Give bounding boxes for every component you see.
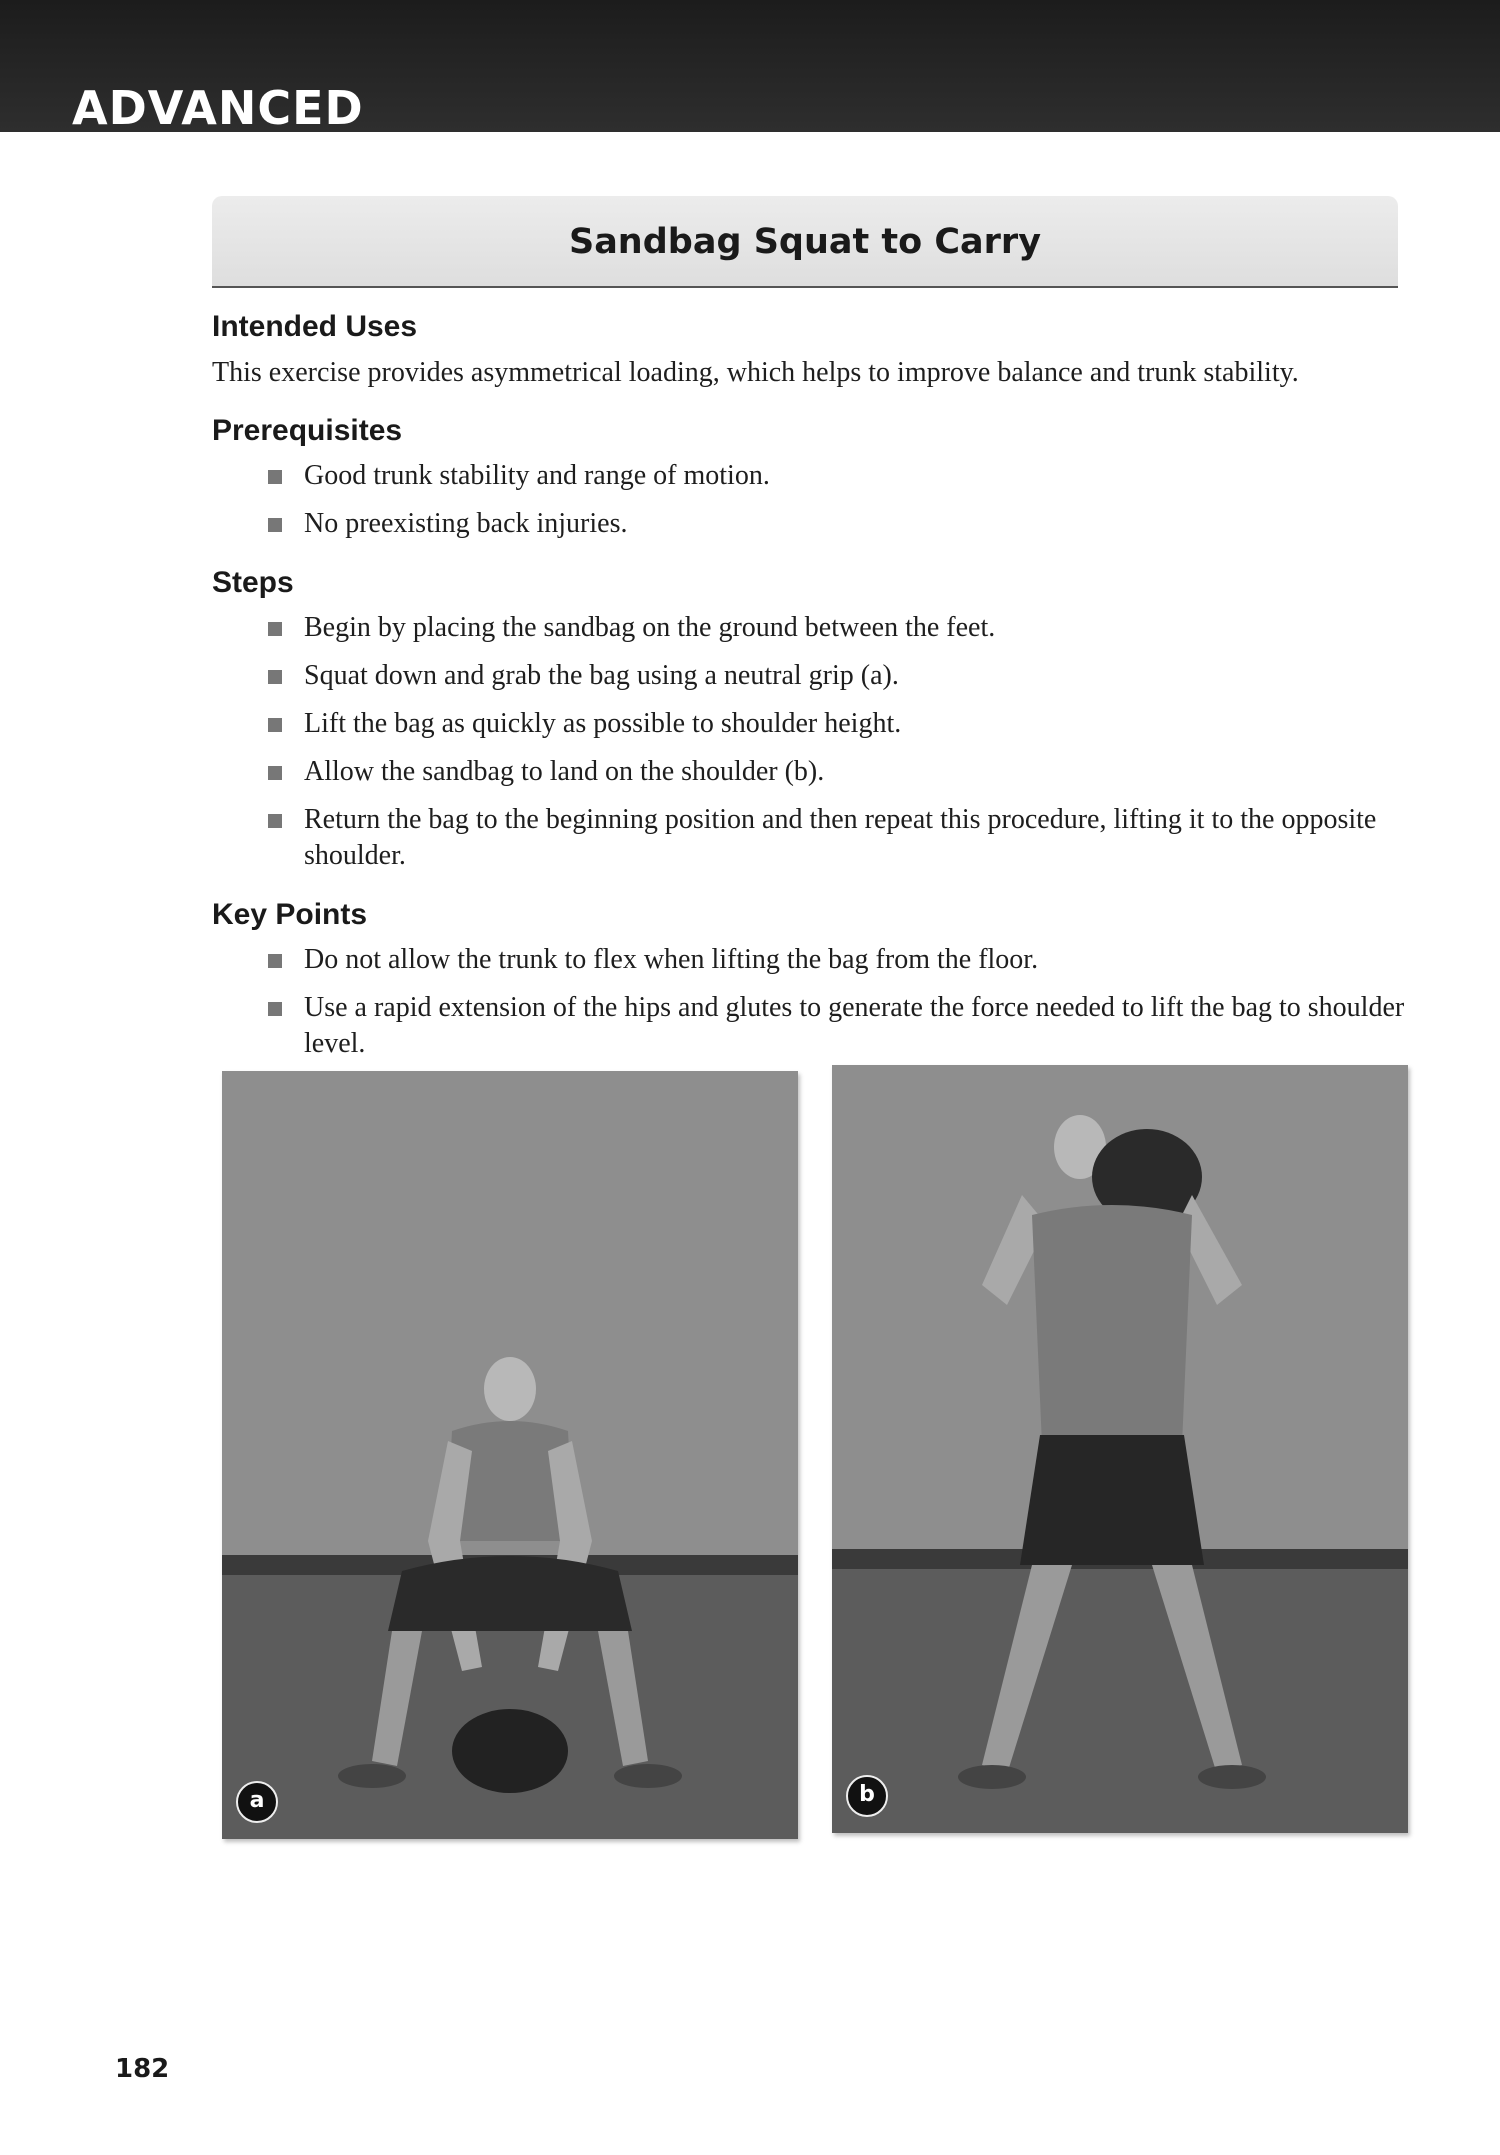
section-tag: ADVANCED xyxy=(72,81,364,135)
photo-label-a: a xyxy=(236,1781,278,1823)
square-bullet-icon xyxy=(268,518,282,532)
photo-label-b: b xyxy=(846,1775,888,1817)
list-item: Use a rapid extension of the hips and glutes to generate the force needed to lift the bag to shoulder level. xyxy=(268,990,1412,1062)
square-bullet-icon xyxy=(268,1002,282,1016)
list-item: Good trunk stability and range of motion. xyxy=(268,458,1412,494)
list-item: No preexisting back injuries. xyxy=(268,506,1412,542)
square-bullet-icon xyxy=(268,470,282,484)
square-bullet-icon xyxy=(268,814,282,828)
photo-shoulder-carry xyxy=(832,1065,1408,1833)
photo-squat-illustration xyxy=(222,1071,798,1839)
square-bullet-icon xyxy=(268,622,282,636)
list-item: Lift the bag as quickly as possible to shoulder height. xyxy=(268,706,1412,742)
steps-list xyxy=(212,610,1412,874)
photo-carry-illustration xyxy=(832,1065,1408,1833)
prerequisites-heading: Prerequisites xyxy=(212,414,403,447)
list-item: Return the bag to the beginning position and then repeat this procedure, lifting it to the opposite shoulder. xyxy=(268,802,1412,874)
intended-uses-heading: Intended Uses xyxy=(212,310,418,343)
key-points-heading: Key Points xyxy=(212,898,368,931)
intended-uses-text: This exercise provides asymmetrical loading, which helps to improve balance and trunk stability. xyxy=(212,357,1299,388)
square-bullet-icon xyxy=(268,766,282,780)
photo-squat-grip xyxy=(222,1071,798,1839)
list-item: Allow the sandbag to land on the shoulder (b). xyxy=(268,754,1412,790)
exercise-title: Sandbag Squat to Carry xyxy=(568,222,1042,262)
exercise-content xyxy=(212,310,1412,1086)
list-item: Do not allow the trunk to flex when lifting the bag from the floor. xyxy=(268,942,1412,978)
exercise-photos xyxy=(222,1065,1420,1845)
list-item: Squat down and grab the bag using a neutral grip (a). xyxy=(268,658,1412,694)
square-bullet-icon xyxy=(268,670,282,684)
prerequisites-list xyxy=(212,458,1412,542)
square-bullet-icon xyxy=(268,718,282,732)
steps-heading: Steps xyxy=(212,566,294,599)
list-item: Begin by placing the sandbag on the ground between the feet. xyxy=(268,610,1412,646)
key-points-list xyxy=(212,942,1412,1062)
exercise-title-bar xyxy=(212,196,1398,288)
page-number: 182 xyxy=(115,2054,170,2084)
square-bullet-icon xyxy=(268,954,282,968)
